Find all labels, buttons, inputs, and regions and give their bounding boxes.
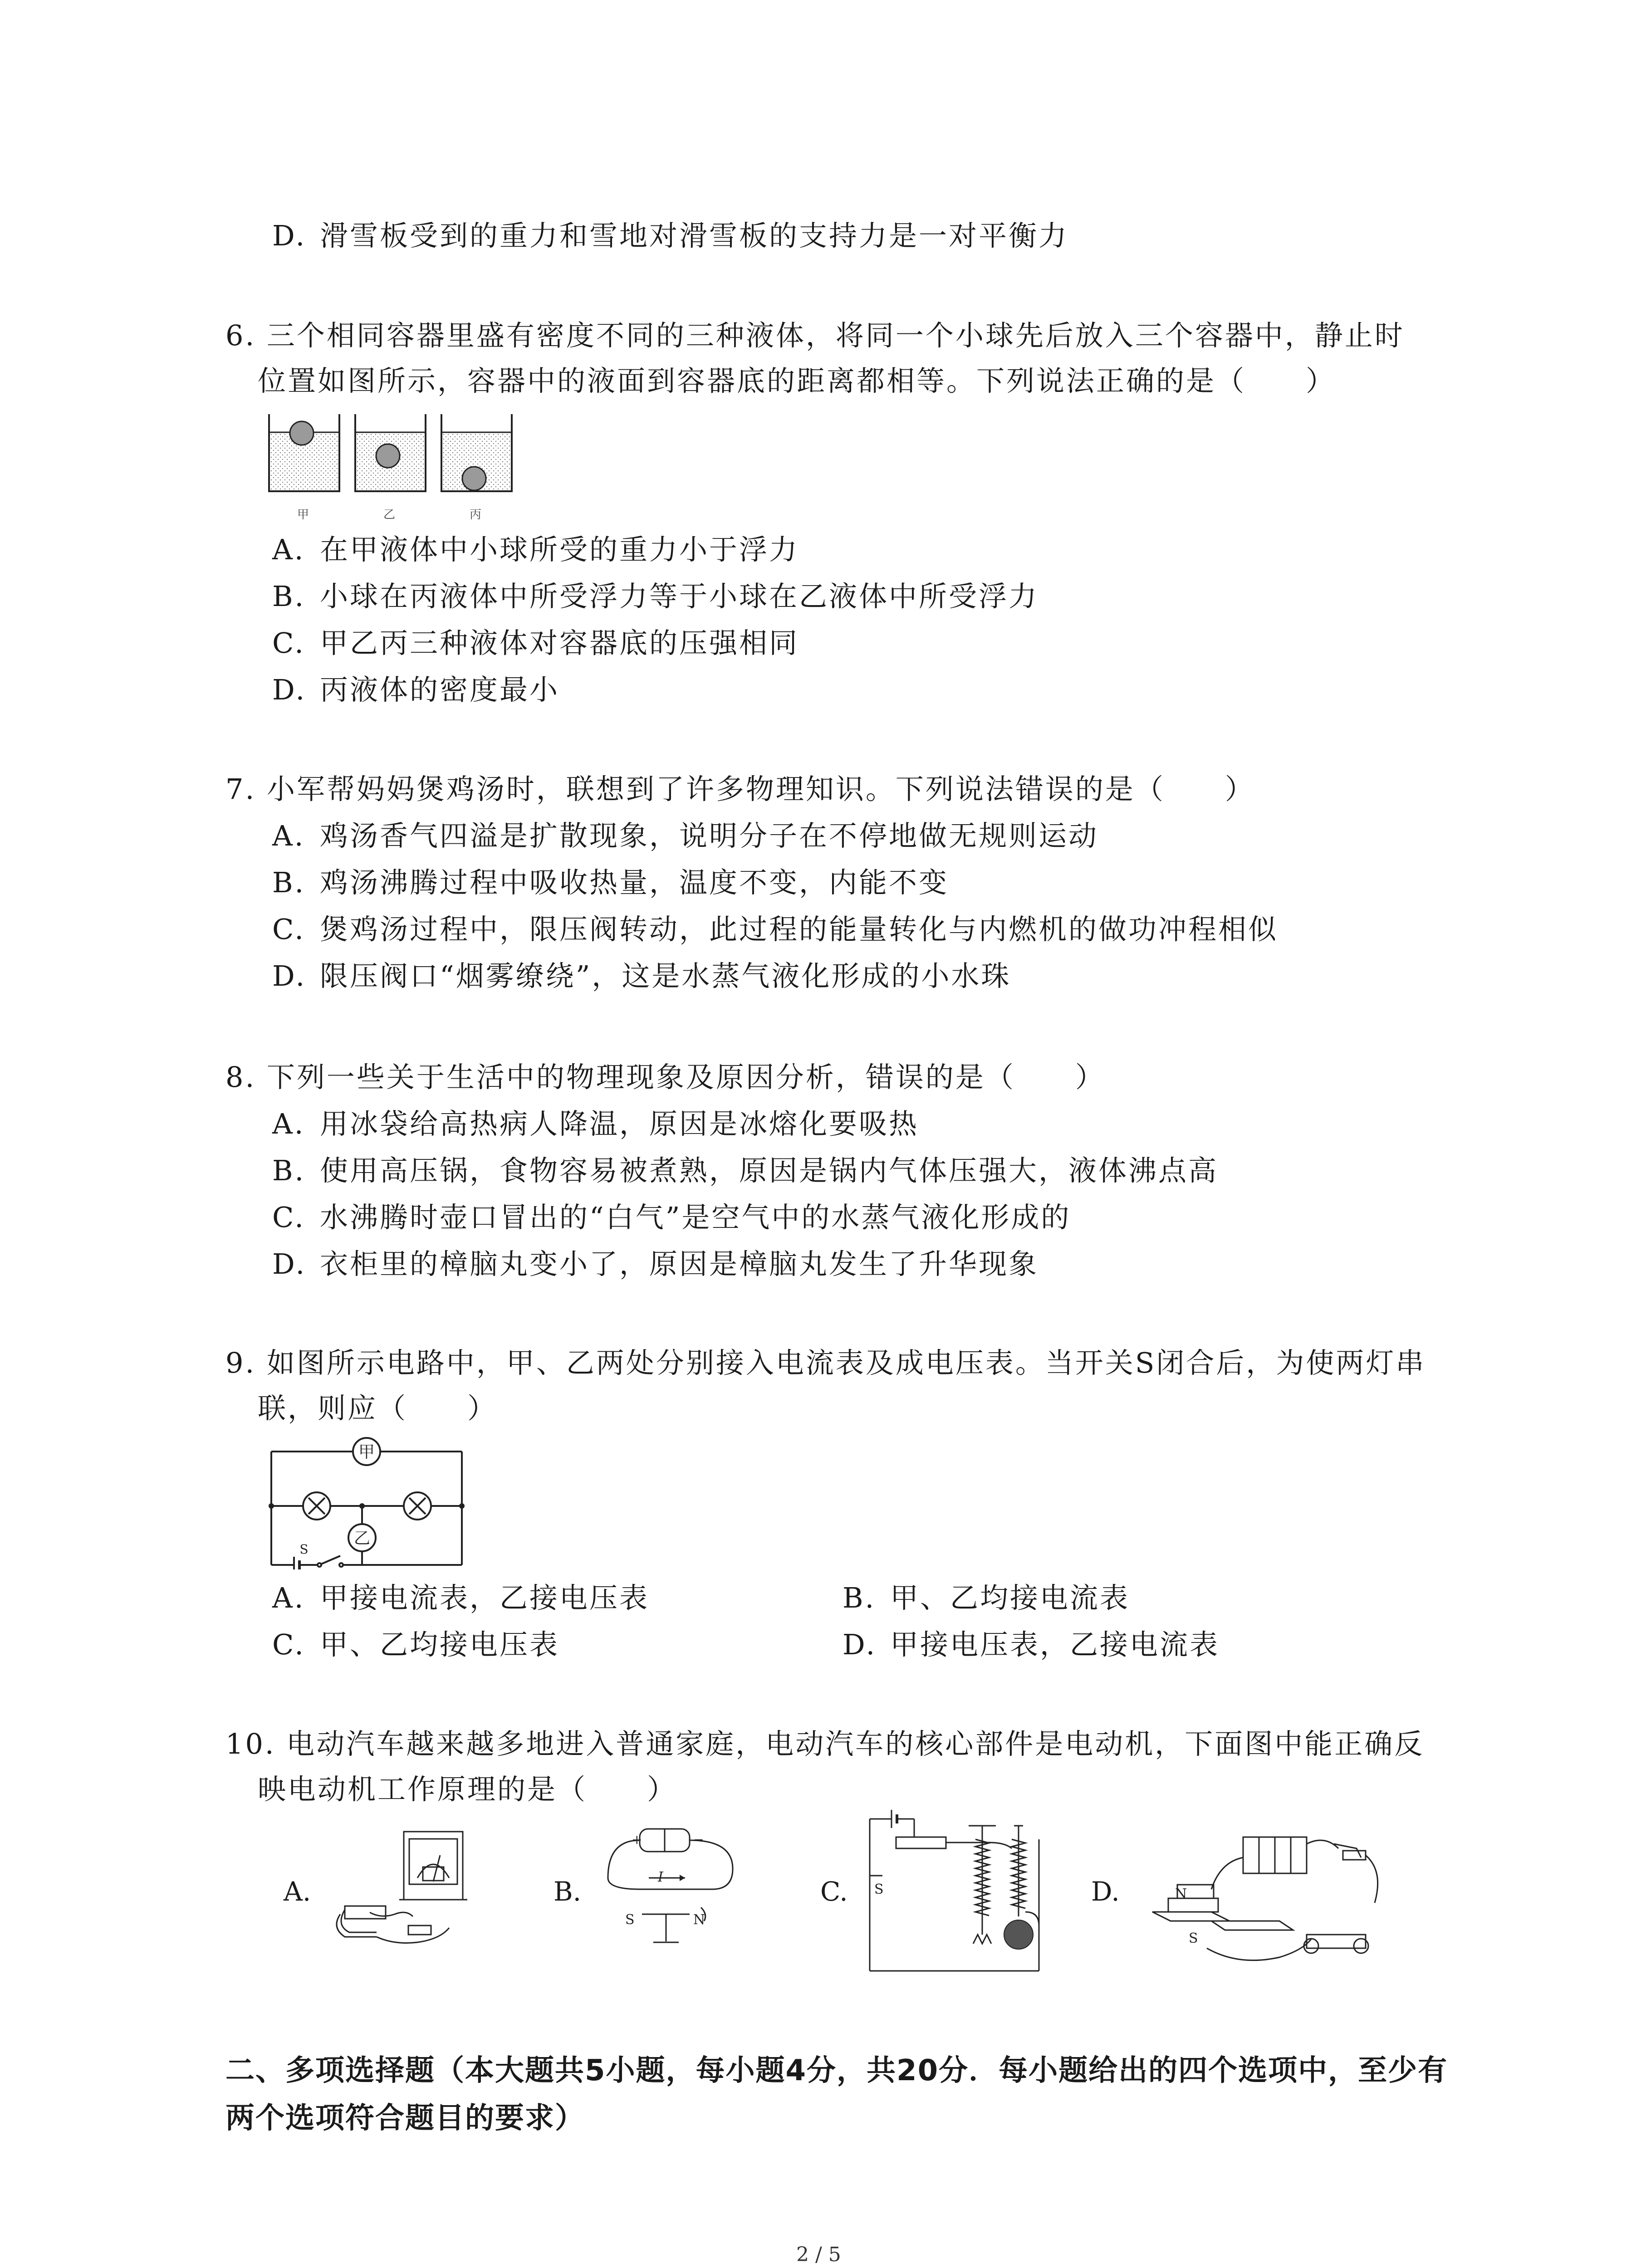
- q9-option-c: [272, 1627, 559, 1663]
- south-label: S: [625, 1912, 635, 1928]
- q9-option-d: [843, 1627, 1220, 1663]
- q8-stem: 8. 下列一些关于生活中的物理现象及原因分析，错误的是（ ）: [225, 1061, 1105, 1094]
- q9-option-a: [272, 1580, 649, 1616]
- option-key: C.: [272, 1201, 305, 1234]
- container-jia: [269, 414, 339, 491]
- svg-text:+: +: [632, 1832, 642, 1847]
- q7-option-d: [272, 958, 1011, 994]
- q9-option-b: [843, 1580, 1130, 1616]
- north-label: N: [1175, 1886, 1187, 1902]
- q10-stem-line2: 映电动机工作原理的是（ ）: [258, 1773, 677, 1806]
- q6-option-a: [272, 532, 799, 568]
- option-text: 限压阀口“烟雾缭绕”，这是水蒸气液化形成的小水珠: [320, 959, 1011, 992]
- q7-option-a: [272, 818, 1098, 854]
- option-text: 衣柜里的樟脑丸变小了，原因是樟脑丸发生了升华现象: [320, 1247, 1039, 1281]
- option-text: 甲、乙均接电流表: [890, 1581, 1130, 1614]
- option-key: C.: [272, 913, 305, 946]
- option-text: 使用高压锅，食物容易被煮熟，原因是锅内气体压强大，液体沸点高: [320, 1154, 1219, 1187]
- option-key: D.: [272, 219, 307, 252]
- option-key: C.: [272, 1628, 305, 1661]
- option-text: 甲、乙均接电压表: [320, 1628, 560, 1661]
- q10-fig-b-oersted: [599, 1823, 744, 1950]
- south-label: S: [1189, 1931, 1198, 1946]
- section2-heading-line1: 二、多项选择题（本大题共5小题，每小题4分，共20分．每小题给出的四个选项中，至少有: [225, 2054, 1448, 2087]
- q10-fig-d-key: D.: [1091, 1876, 1120, 1907]
- option-key: B.: [272, 1154, 306, 1187]
- section2-heading-line2: 两个选项符合题目的要求）: [225, 2102, 585, 2135]
- option-key: D.: [272, 1247, 307, 1281]
- q10-stem-line1: 10. 电动汽车越来越多地进入普通家庭，电动汽车的核心部件是电动机，下面图中能正确反: [225, 1727, 1425, 1760]
- q10-fig-b-key: B.: [554, 1876, 582, 1907]
- label-bing: 丙: [469, 508, 482, 522]
- option-text: 甲乙丙三种液体对容器底的压强相同: [320, 626, 799, 660]
- option-key: D.: [272, 673, 307, 706]
- option-text: 在甲液体中小球所受的重力小于浮力: [320, 533, 799, 566]
- q10-fig-c-key: C.: [820, 1876, 848, 1907]
- switch-label: S: [874, 1882, 884, 1897]
- q9-circuit-figure: [268, 1429, 476, 1569]
- container-yi: [355, 414, 426, 491]
- q9-stem-line2: 联，则应（ ）: [258, 1392, 498, 1425]
- option-text: 水沸腾时壶口冒出的“白气”是空气中的水蒸气液化形成的: [320, 1201, 1071, 1234]
- q6-containers-figure: [265, 411, 519, 524]
- label-yi: 乙: [383, 508, 396, 522]
- q10-fig-d-motor: [1143, 1830, 1388, 1975]
- q9-stem-line1: 9. 如图所示电路中，甲、乙两处分别接入电流表及成电压表。当开关S闭合后，为使两灯串: [225, 1346, 1426, 1379]
- current-label: I: [658, 1869, 663, 1885]
- option-text: 丙液体的密度最小: [320, 673, 560, 706]
- meter-jia-label: 甲: [358, 1443, 375, 1461]
- option-text: 鸡汤沸腾过程中吸收热量，温度不变，内能不变: [320, 866, 949, 899]
- option-key: B.: [272, 580, 306, 613]
- option-key: D.: [272, 959, 307, 992]
- q6-stem-line2: 位置如图所示，容器中的液面到容器底的距离都相等。下列说法正确的是（ ）: [258, 364, 1336, 397]
- option-text: 甲接电压表，乙接电流表: [890, 1628, 1220, 1661]
- q5-option-d: [272, 218, 1068, 254]
- option-key: B.: [843, 1581, 876, 1614]
- q10-fig-a-key: A.: [284, 1876, 311, 1907]
- option-key: A.: [272, 1581, 305, 1614]
- option-text: 煲鸡汤过程中，限压阀转动，此过程的能量转化与内燃机的做功冲程相似: [320, 913, 1279, 946]
- option-text: 甲接电流表，乙接电压表: [320, 1581, 650, 1614]
- q7-option-b: [272, 865, 949, 901]
- meter-yi-label: 乙: [353, 1529, 371, 1548]
- option-text: 鸡汤香气四溢是扩散现象，说明分子在不停地做无规则运动: [320, 819, 1099, 852]
- container-bing: [441, 414, 512, 491]
- option-key: A.: [272, 819, 305, 852]
- option-key: A.: [272, 1107, 305, 1140]
- q7-stem: 7. 小军帮妈妈煲鸡汤时，联想到了许多物理知识。下列说法错误的是（ ）: [225, 772, 1255, 806]
- option-key: A.: [272, 533, 305, 566]
- q7-option-c: [272, 911, 1278, 948]
- q6-stem-line1: 6. 三个相同容器里盛有密度不同的三种液体，将同一个小球先后放入三个容器中，静止时: [225, 319, 1405, 352]
- page-number: 2 / 5: [796, 2243, 841, 2266]
- option-key: D.: [843, 1628, 877, 1661]
- option-text: 滑雪板受到的重力和雪地对滑雪板的支持力是一对平衡力: [320, 219, 1069, 252]
- q6-option-b: [272, 578, 1038, 615]
- option-text: 用冰袋给高热病人降温，原因是冰熔化要吸热: [320, 1107, 919, 1140]
- label-jia: 甲: [297, 508, 309, 522]
- q8-option-c: [272, 1199, 1071, 1236]
- option-key: C.: [272, 626, 305, 660]
- q6-option-c: [272, 625, 799, 661]
- north-label: N: [693, 1912, 705, 1928]
- q8-option-d: [272, 1246, 1038, 1282]
- option-text: 小球在丙液体中所受浮力等于小球在乙液体中所受浮力: [320, 580, 1039, 613]
- switch-label: S: [299, 1542, 309, 1557]
- q8-option-b: [272, 1153, 1218, 1189]
- q8-option-a: [272, 1106, 919, 1142]
- option-key: B.: [272, 866, 306, 899]
- q10-fig-a-generator: [327, 1823, 476, 1950]
- q10-fig-c-electromagnet: [864, 1799, 1046, 1980]
- svg-text:−: −: [693, 1832, 704, 1847]
- q6-option-d: [272, 672, 559, 708]
